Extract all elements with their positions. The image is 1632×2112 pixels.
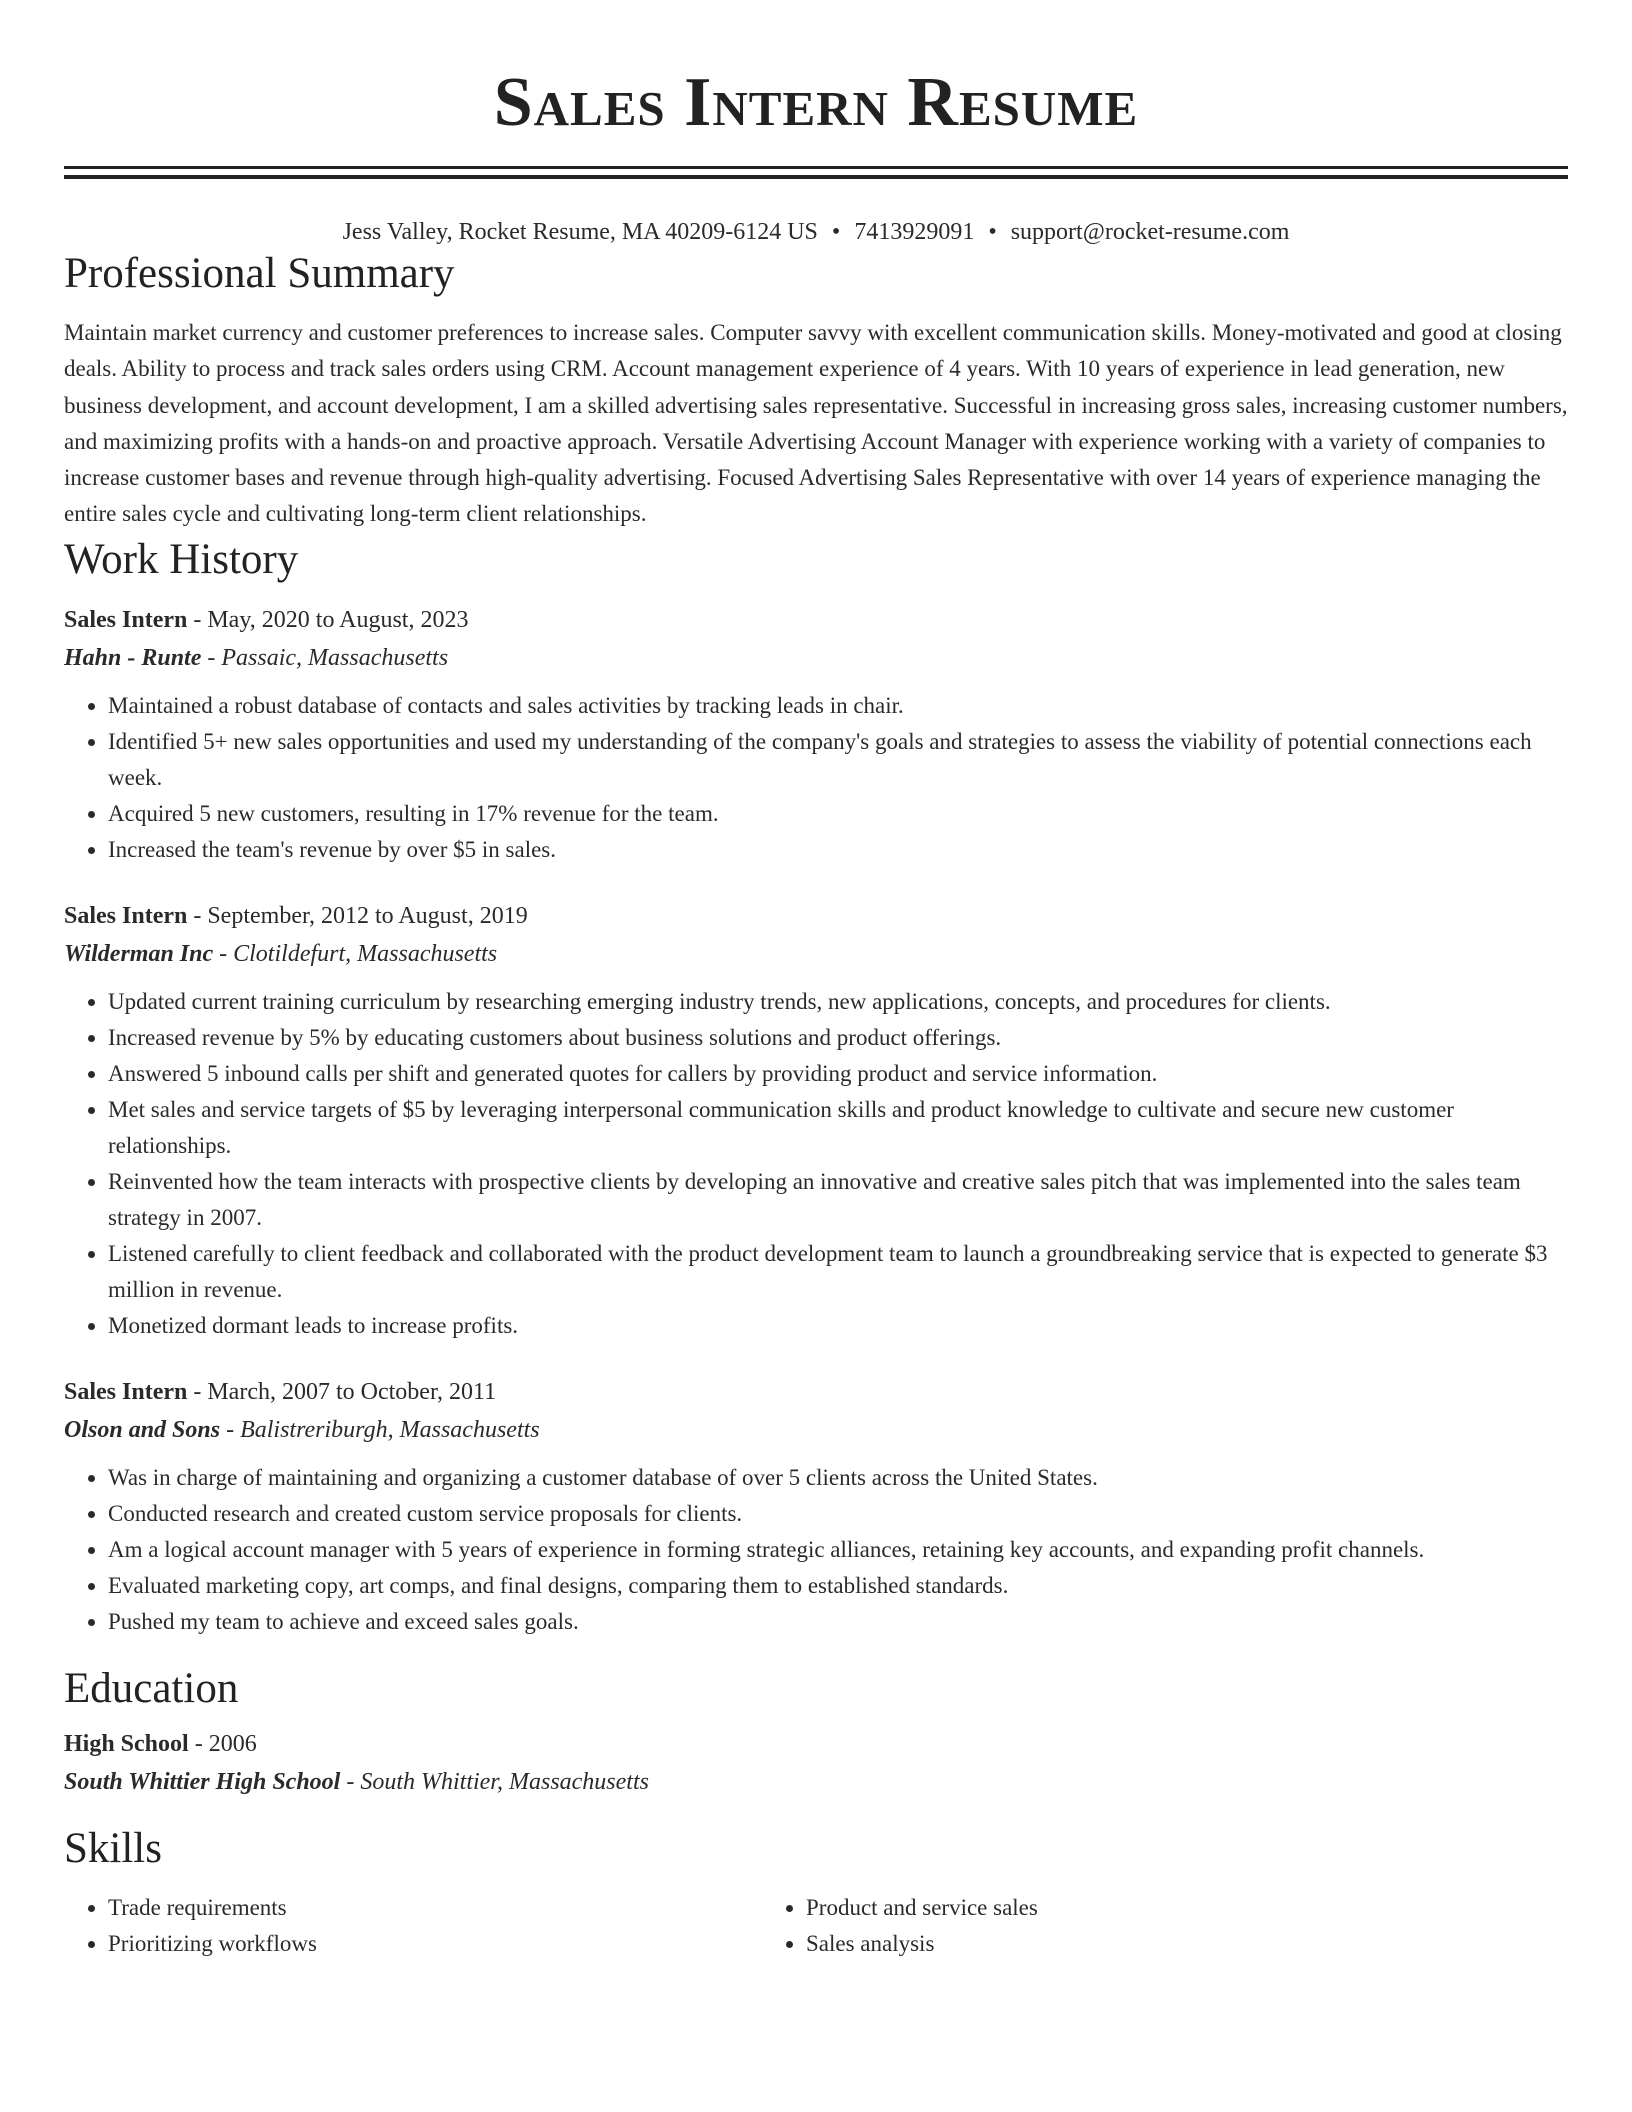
job-bullet: • Increased revenue by 5% by educating customers about business solutions and product offerings. [108, 1020, 1568, 1056]
skills-left-column [64, 1890, 762, 1962]
education-location: - South Whittier, Massachusetts [340, 1768, 649, 1795]
contact-email: support@rocket-resume.com [1010, 219, 1290, 245]
education-degree-line [64, 1728, 1568, 1760]
skills-heading: Skills [64, 1824, 162, 1872]
job-company-line [64, 1414, 1568, 1446]
job-bullet: • Reinvented how the team interacts with prospective clients by developing an innovative and creative sales pitch that was implemented into the sales team strategy in 2007. [108, 1164, 1568, 1236]
education-entry [64, 1728, 1568, 1798]
job-bullet: • Monetized dormant leads to increase profits. [108, 1308, 1568, 1344]
job-location: - Clotildefurt, Massachusetts [213, 940, 498, 967]
contact-separator: • [988, 219, 997, 245]
job-dates: - March, 2007 to October, 2011 [187, 1378, 497, 1405]
title-rule-bottom [64, 175, 1568, 179]
job-bullet: • Acquired 5 new customers, resulting in 17% revenue for the team. [108, 796, 1568, 832]
job-location: - Passaic, Massachusetts [201, 644, 449, 671]
contact-phone: 7413929091 [854, 219, 975, 245]
job-dates: - September, 2012 to August, 2019 [187, 902, 528, 929]
contact-address: Jess Valley, Rocket Resume, MA 40209-6124 US [342, 219, 818, 245]
job-company-line [64, 642, 1568, 674]
skills-grid [64, 1890, 1568, 1962]
education-degree: High School [64, 1730, 189, 1757]
job-bullets [64, 1460, 1568, 1640]
job-bullet: • Answered 5 inbound calls per shift and generated quotes for callers by providing product and service information. [108, 1056, 1568, 1092]
job-title-line [64, 1376, 1568, 1408]
job-title-line [64, 604, 1568, 636]
skill-item: • Trade requirements [108, 1890, 762, 1926]
job-title-line [64, 900, 1568, 932]
job-title: Sales Intern [64, 902, 188, 929]
job-company: Wilderman Inc [64, 940, 214, 967]
job-entry [64, 900, 1568, 1344]
contact-separator: • [831, 219, 841, 245]
job-bullet: • Maintained a robust database of contacts and sales activities by tracking leads in chair. [108, 688, 1568, 724]
job-dates: - May, 2020 to August, 2023 [187, 606, 469, 633]
job-company-line [64, 938, 1568, 970]
skills-right-column [762, 1890, 1460, 1962]
job-company: Olson and Sons [64, 1416, 221, 1443]
skill-item: • Prioritizing workflows [108, 1926, 762, 1962]
job-title: Sales Intern [64, 606, 188, 633]
resume-title: Sales Intern Resume [493, 64, 1139, 141]
job-bullet: • Listened carefully to client feedback and collaborated with the product development team to launch a groundbreaking service that is expected to generate $3 million in revenue. [108, 1236, 1568, 1308]
contact-line [64, 217, 1568, 247]
education-school: South Whittier High School [64, 1768, 341, 1795]
job-entry [64, 604, 1568, 868]
job-bullet: • Conducted research and created custom service proposals for clients. [108, 1496, 1568, 1532]
job-bullet: • Updated current training curriculum by researching emerging industry trends, new applications, concepts, and procedures for clients. [108, 984, 1568, 1020]
summary-text: Maintain market currency and customer preferences to increase sales. Computer savvy with excellent communication skills. Money-motivated and good at closing deals. Ability to process and track sales orders using CRM. Account management experience of 4 years. With 10 years of experience in lead generation, new business development, and account development, I am a skilled advertising sales representative. Successful in increasing gross sales, increasing customer numbers, and maximizing profits with a hands-on and proactive approach. Versatile Advertising Account Manager with experience working with a variety of companies to increase customer bases and revenue through high-quality advertising. Focused Advertising Sales Representative with over 14 years of experience managing the entire sales cycle and cultivating long-term client relationships. [64, 320, 1568, 527]
job-bullets [64, 688, 1568, 868]
job-bullet: • Pushed my team to achieve and exceed sales goals. [108, 1604, 1568, 1640]
summary-heading: Professional Summary [64, 250, 455, 297]
job-bullet: • Evaluated marketing copy, art comps, and final designs, comparing them to established standards. [108, 1568, 1568, 1604]
skill-item: • Sales analysis [806, 1926, 1460, 1962]
job-title: Sales Intern [64, 1378, 188, 1405]
job-location: - Balistreriburgh, Massachusetts [220, 1416, 540, 1443]
job-bullet: • Met sales and service targets of $5 by leveraging interpersonal communication skills and product knowledge to cultivate and secure new customer relationships. [108, 1092, 1568, 1164]
education-school-line [64, 1766, 1568, 1798]
job-bullets [64, 984, 1568, 1344]
skill-item: • Product and service sales [806, 1890, 1460, 1926]
job-bullet: • Am a logical account manager with 5 years of experience in forming strategic alliances, retaining key accounts, and expanding profit channels. [108, 1532, 1568, 1568]
work-history-heading: Work History [64, 535, 299, 583]
job-bullet: • Was in charge of maintaining and organizing a customer database of over 5 clients across the United States. [108, 1460, 1568, 1496]
job-bullet: • Identified 5+ new sales opportunities and used my understanding of the company's goals and strategies to assess the viability of potential connections each week. [108, 724, 1568, 796]
education-heading: Education [64, 1664, 239, 1712]
job-entry [64, 1376, 1568, 1640]
title-rule-top [64, 166, 1568, 169]
job-bullet: • Increased the team's revenue by over $5 in sales. [108, 832, 1568, 868]
education-year: - 2006 [188, 1730, 257, 1757]
job-company: Hahn - Runte [64, 644, 202, 671]
